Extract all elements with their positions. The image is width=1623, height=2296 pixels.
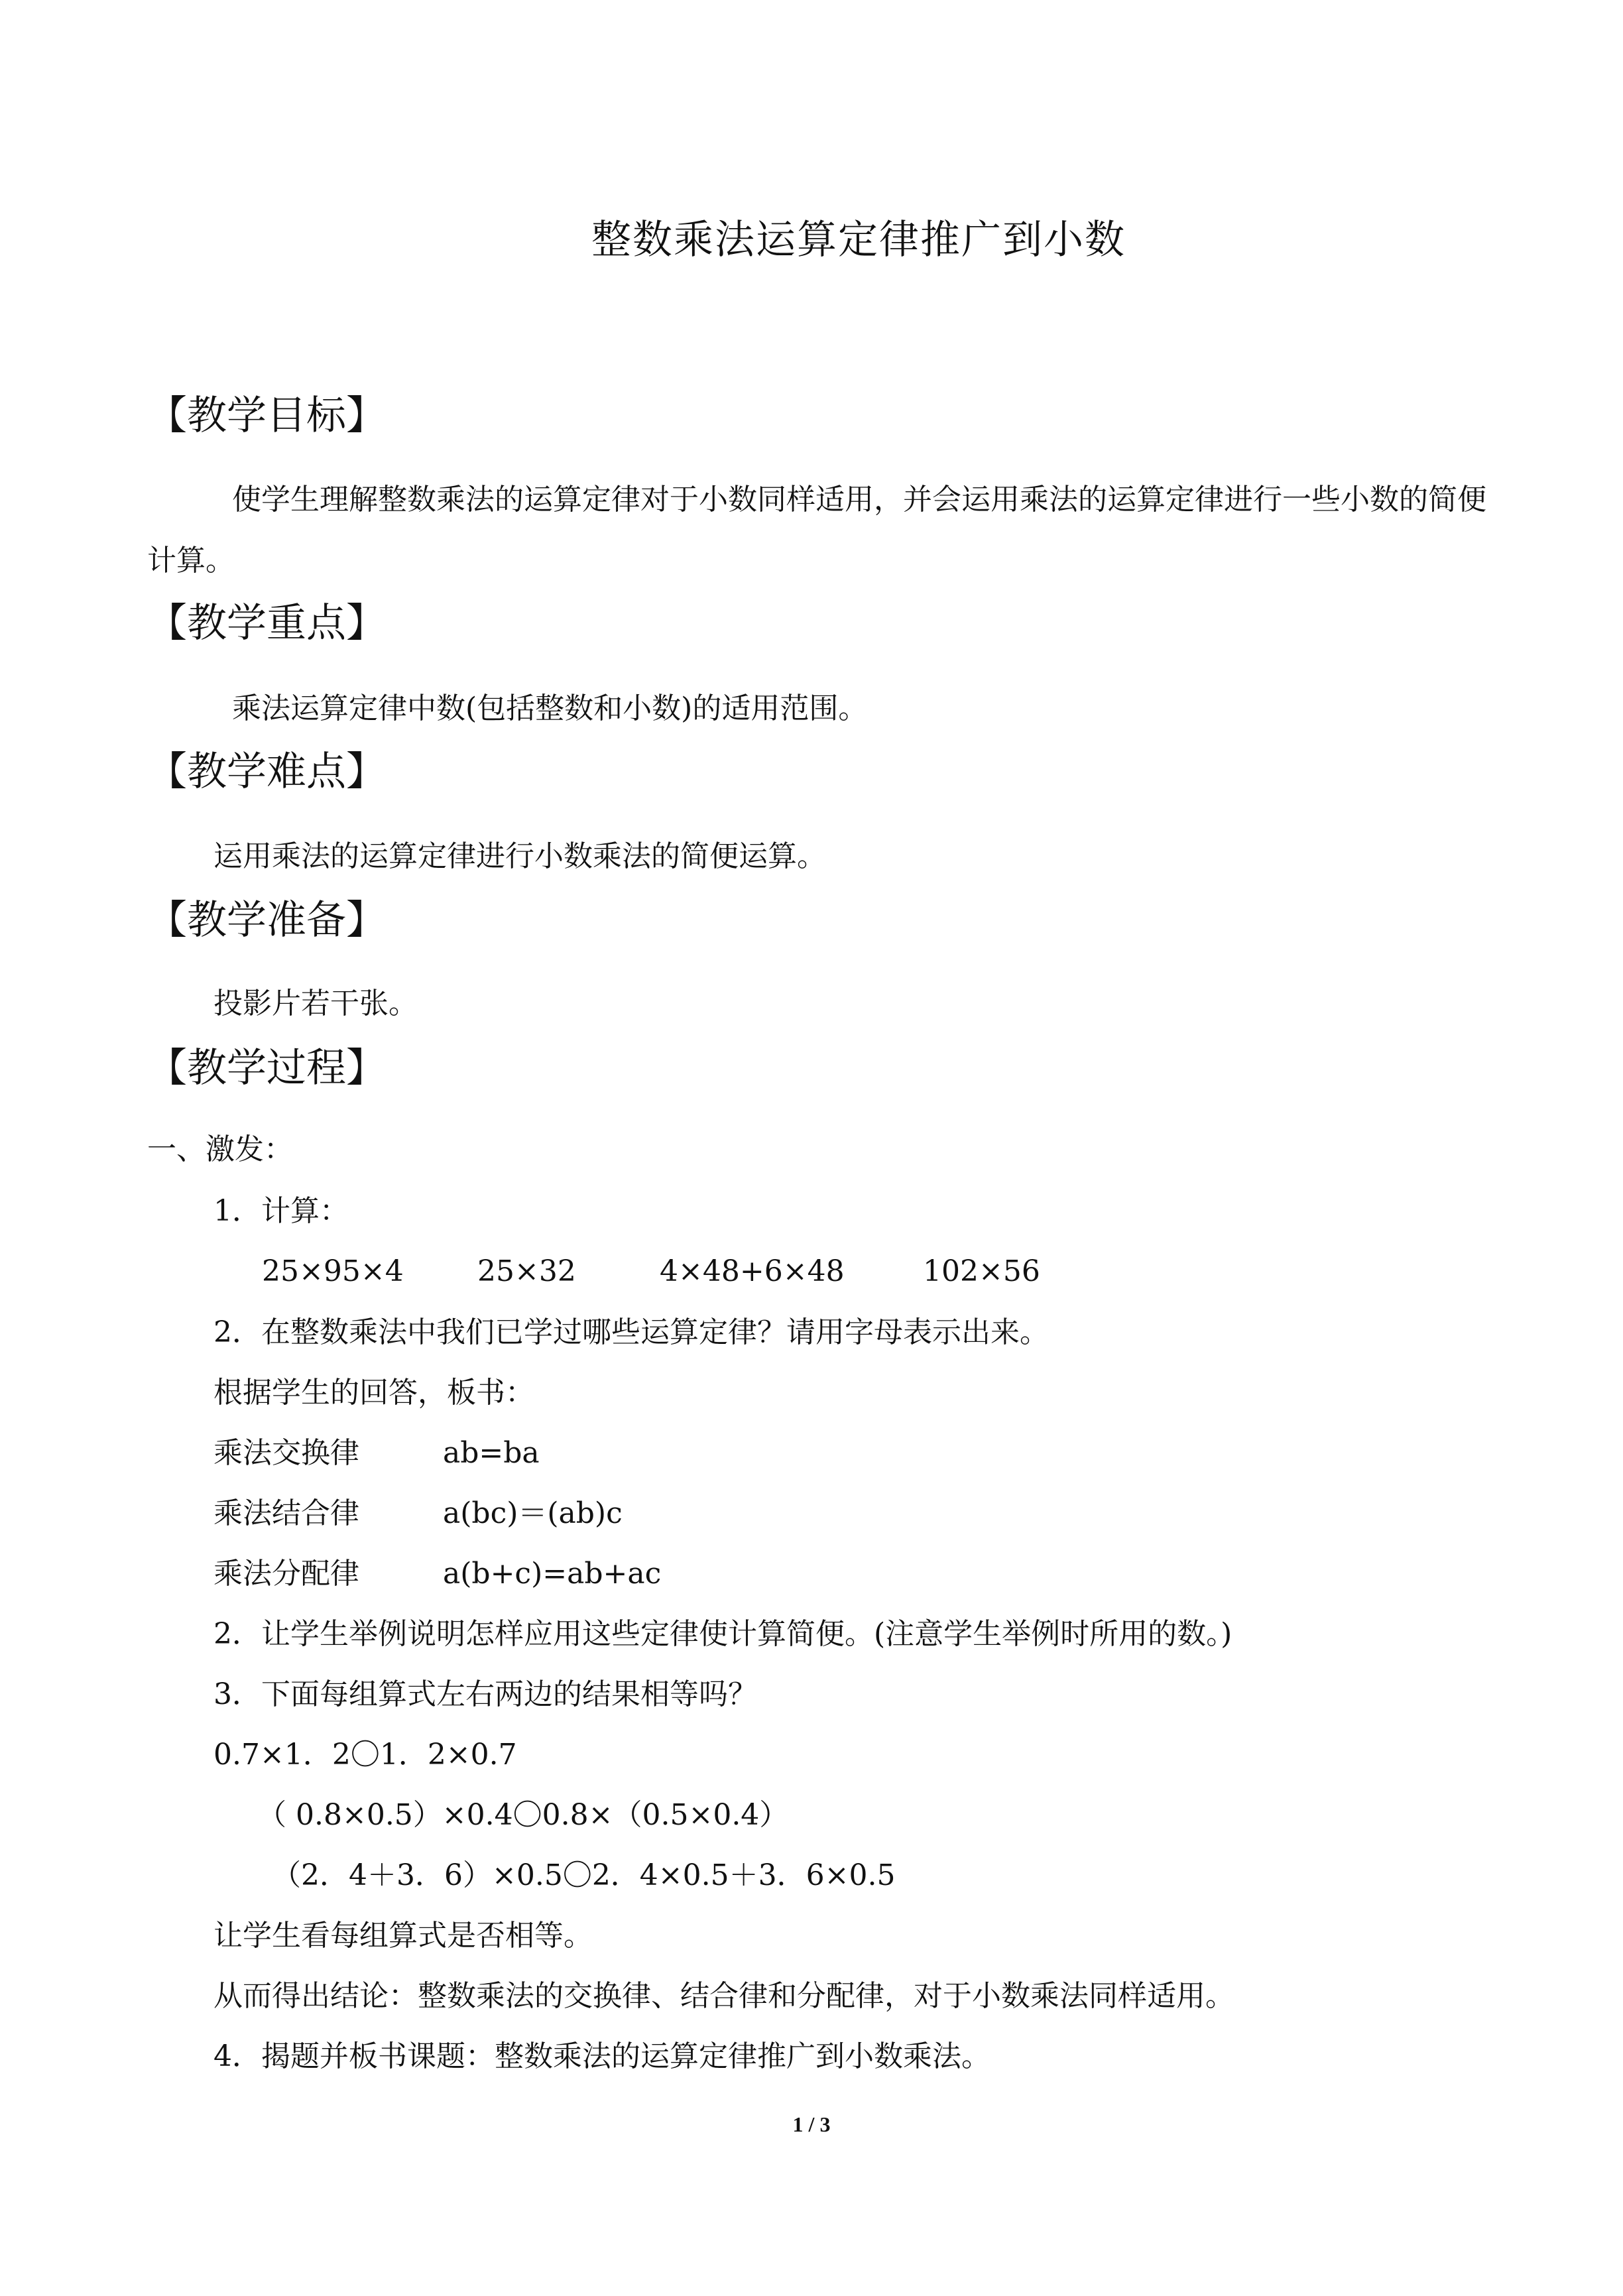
item3-text: 3．下面每组算式左右两边的结果相等吗？ [213,1677,757,1711]
objective-text: 使学生理解整数乘法的运算定律对于小数同样适用，并会运用乘法的运算定律进行一些小数的简便计算。 [147,483,1486,577]
item1-label: 1．计算： [213,1194,349,1228]
heading-objective: 【教学目标】 [147,393,386,439]
compare-expression-1: 0.7×1．2〇1．2×0.7 [213,1738,517,1772]
key-point-text: 乘法运算定律中数(包括整数和小数)的适用范围。 [232,692,868,725]
law-name: 乘法结合律 [213,1496,359,1530]
document-title: 整数乘法运算定律推广到小数 [591,217,1126,263]
calc-expression: 4×48+6×48 [660,1254,845,1288]
board-intro: 根据学生的回答，板书： [213,1376,534,1410]
law-formula: a(b+c)=ab+ac [443,1557,662,1591]
difficulty-text: 运用乘法的运算定律进行小数乘法的简便运算。 [213,839,826,873]
page-number: 1 / 3 [792,2112,831,2136]
calc-expression: 25×32 [477,1254,576,1288]
preparation-text: 投影片若干张。 [213,987,418,1020]
conclusion-text: 从而得出结论：整数乘法的交换律、结合律和分配律，对于小数乘法同样适用。 [213,1979,1234,2013]
observe-text: 让学生看每组算式是否相等。 [213,1919,593,1953]
compare-expression-3: （2．4＋3．6）×0.5〇2．4×0.5＋3．6×0.5 [272,1858,896,1892]
heading-difficulty: 【教学难点】 [147,749,386,795]
heading-process: 【教学过程】 [147,1045,386,1091]
item2b-text: 2．让学生举例说明怎样应用这些定律使计算简便。(注意学生举例时所用的数。) [213,1617,1232,1651]
law-formula: ab=ba [443,1436,540,1470]
law-formula: a(bc)＝(ab)c [443,1496,623,1530]
calc-expression: 102×56 [923,1254,1040,1288]
law-name: 乘法分配律 [213,1557,359,1591]
compare-expression-2: （ 0.8×0.5）×0.4〇0.8×（0.5×0.4） [257,1798,789,1832]
item2-text: 2．在整数乘法中我们已学过哪些运算定律？请用字母表示出来。 [213,1315,1049,1349]
item4-text: 4．揭题并板书课题：整数乘法的运算定律推广到小数乘法。 [213,2039,991,2073]
heading-preparation: 【教学准备】 [147,897,386,943]
law-name: 乘法交换律 [213,1436,359,1470]
calc-expression: 25×95×4 [262,1254,404,1288]
heading-key-point: 【教学重点】 [147,600,386,646]
part1-title: 一、激发： [147,1132,293,1166]
